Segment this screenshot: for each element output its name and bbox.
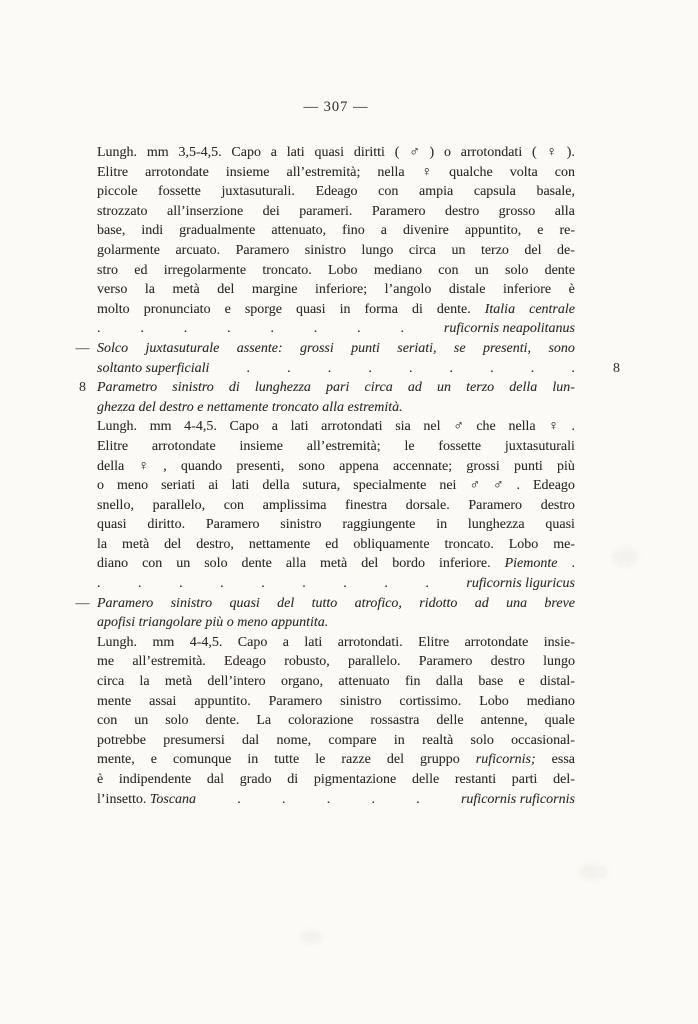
line-text: mente assai appuntito. Paramero sinistro cortissimo. Lobo mediano [97, 693, 575, 709]
line-text: Elitre arrotondate insieme all’estremità; le fossette juxtasuturali [97, 438, 575, 454]
text-line [68, 574, 620, 594]
page-number: — 307 — [303, 99, 369, 115]
line-text: Elitre arrotondate insieme all’estremità; nella ♀ qualche volta con [97, 164, 575, 180]
line-text: l’insetto. Toscana . . . . . ruficornis ruficornis [97, 791, 575, 807]
text-line [68, 417, 620, 437]
line-text: mente, e comunque in tutte le razze del gruppo ruficornis; essa [97, 752, 575, 768]
line-text: strozzato all’inserzione dei parameri. Paramero destro grosso alla [97, 203, 575, 219]
text-line [68, 554, 620, 574]
line-text: piccole fossette juxtasuturali. Edeago con ampia capsula basale, [97, 184, 575, 200]
text-line [68, 221, 620, 241]
text-line [68, 633, 620, 653]
line-text: Solco juxtasuturale assente: grossi punti seriati, se presenti, sono [97, 340, 575, 356]
text-line [68, 163, 620, 183]
key-lines [68, 143, 620, 809]
text-line [68, 241, 620, 261]
text-line [68, 319, 620, 339]
text-line [68, 476, 620, 496]
scan-smudge [578, 864, 608, 880]
text-line [68, 692, 620, 712]
text-line [68, 280, 620, 300]
line-text: apofisi triangolare più o meno appuntita. [97, 615, 329, 631]
line-text: . . . . . . . . . ruficornis liguricus [97, 576, 575, 592]
line-text: ghezza del destro e nettamente troncato alla estremità. [97, 399, 403, 415]
text-line [68, 535, 620, 555]
line-text: verso la metà del margine inferiore; l’angolo distale inferiore è [97, 282, 575, 298]
text-line [68, 261, 620, 281]
text-line [68, 613, 620, 633]
scan-smudge [300, 930, 322, 944]
line-text: Paramero sinistro quasi del tutto atrofico, ridotto ad una breve [97, 595, 575, 611]
text-line [68, 731, 620, 751]
line-text: potrebbe presumersi dal nome, compare in realtà solo occasional- [97, 732, 575, 748]
text-line [68, 457, 620, 477]
text-line [68, 770, 620, 790]
line-text: molto pronunciato e sporge quasi in forma di dente. Italia centrale [97, 301, 575, 317]
line-text: soltanto superficiali . . . . . . . . . [97, 360, 575, 376]
line-text: me all’estremità. Edeago robusto, parallelo. Paramero destro lungo [97, 654, 575, 670]
text-line [68, 790, 620, 810]
text-line [68, 359, 620, 379]
line-text: stro ed irregolarmente troncato. Lobo mediano con un solo dente [97, 262, 575, 278]
line-text: diano con un solo dente alla metà del bordo inferiore. Piemonte . [97, 556, 575, 572]
couplet-marker: — [75, 595, 90, 611]
text-line [68, 711, 620, 731]
line-text: o meno seriati ai lati della sutura, specialmente nei ♂ ♂ . Edeago [97, 478, 575, 494]
line-text: della ♀ , quando presenti, sono appena accennate; grossi punti più [97, 458, 575, 474]
line-text: Parametro sinistro di lunghezza pari circa ad un terzo della lun- [97, 380, 575, 396]
line-text: . . . . . . . . ruficornis neapolitanus [97, 321, 575, 337]
line-text: golarmente arcuato. Paramero sinistro lungo circa un terzo del de- [97, 242, 575, 258]
text-line [68, 437, 620, 457]
line-text: Lungh. mm 4-4,5. Capo a lati arrotondati. Elitre arrotondate insie- [97, 634, 575, 650]
text-line [68, 143, 620, 163]
couplet-ref: 8 [613, 360, 620, 376]
couplet-marker: 8 [79, 380, 86, 396]
text-line [68, 182, 620, 202]
text-line [68, 750, 620, 770]
text-line [68, 202, 620, 222]
line-text: la metà del destro, nettamente ed obliquamente troncato. Lobo me- [97, 536, 575, 552]
text-line [68, 300, 620, 320]
text-line [68, 496, 620, 516]
line-text: con un solo dente. La colorazione rossastra delle antenne, quale [97, 713, 575, 729]
line-text: base, indi gradualmente attenuato, fino a divenire appuntito, e re- [97, 223, 575, 239]
text-line [68, 515, 620, 535]
line-text: snello, parallelo, con amplissima finestra dorsale. Paramero destro [97, 497, 575, 513]
text-line [68, 652, 620, 672]
text-line [68, 398, 620, 418]
text-line [68, 594, 620, 614]
line-text: circa la metà dell’intero organo, attenuato fin dalla base e distal- [97, 674, 575, 690]
line-text: quasi diritto. Paramero sinistro raggiungente in lunghezza quasi [97, 517, 575, 533]
couplet-marker: — [75, 340, 90, 356]
text-line [68, 672, 620, 692]
text-line [68, 378, 620, 398]
line-text: Lungh. mm 4-4,5. Capo a lati arrotondati sia nel ♂ che nella ♀ . [97, 419, 575, 435]
line-text: è indipendente dal grado di pigmentazione delle restanti parti del- [97, 772, 575, 787]
text-line [68, 339, 620, 359]
line-text: Lungh. mm 3,5-4,5. Capo a lati quasi diritti ( ♂ ) o arrotondati ( ♀ ). [97, 145, 575, 160]
